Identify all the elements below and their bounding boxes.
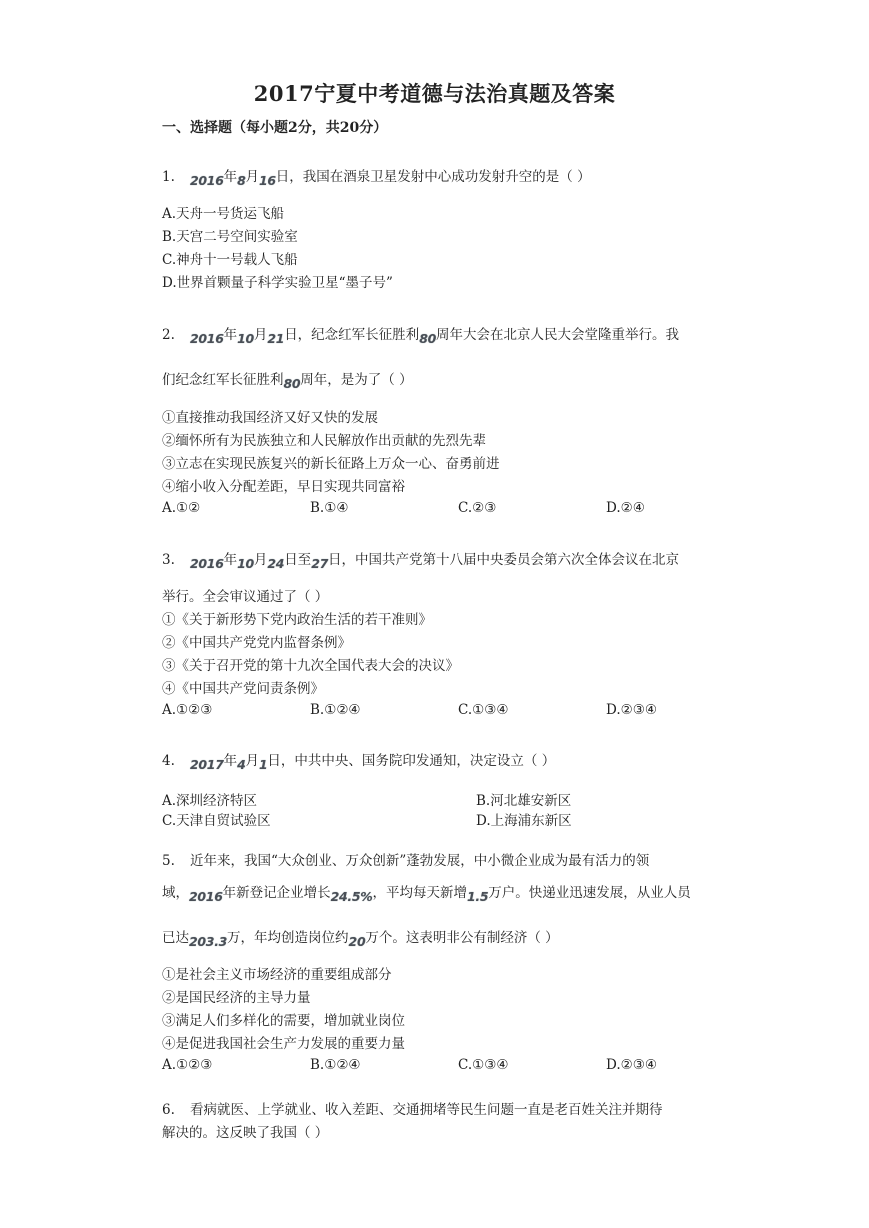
question-3-stem-line-1: 3. 2016年10月24日至27日，中国共产党第十八届中央委员会第六次全体会议在北京	[162, 552, 679, 571]
question-5-stem-line-3: 已达203.3万，年均创造岗位约20万个。这表明非公有制经济（ ）	[162, 930, 559, 949]
question-1-option-c: C.神舟十一号载人飞船	[162, 252, 298, 268]
question-5-stem-line-1: 5. 近年来，我国“大众创业、万众创新”蓬勃发展，中小微企业成为最有活力的领	[162, 853, 650, 869]
question-4-stem: 4. 2017年4月1日，中共中央、国务院印发通知，决定设立（ ）	[162, 753, 556, 772]
option-a: A.①②③	[162, 702, 213, 718]
question-5-item-2: ②是国民经济的主导力量	[162, 990, 311, 1006]
question-5-item-3: ③满足人们多样化的需要，增加就业岗位	[162, 1013, 405, 1029]
question-3-item-1: ①《关于新形势下党内政治生活的若干准则》	[162, 612, 432, 628]
question-1-option-b: B.天宫二号空间实验室	[162, 229, 298, 245]
option-b: B.①②④	[310, 702, 361, 718]
section-heading: 一、选择题（每小题2分，共20分）	[162, 120, 388, 136]
question-5-item-1: ①是社会主义市场经济的重要组成部分	[162, 967, 392, 983]
option-c: C.②③	[458, 500, 497, 516]
question-2-item-3: ③立志在实现民族复兴的新长征路上万众一心、奋勇前进	[162, 456, 500, 472]
option-a: A.①②③	[162, 1057, 213, 1073]
option-a: A.深圳经济特区	[162, 793, 258, 809]
option-c: C.①③④	[458, 702, 509, 718]
question-4-options-row-1	[162, 789, 790, 809]
question-2-item-1: ①直接推动我国经济又好又快的发展	[162, 410, 378, 426]
question-3-item-3: ③《关于召开党的第十九次全国代表大会的决议》	[162, 658, 459, 674]
question-4-options-row-2	[162, 809, 790, 829]
option-d: D.②④	[606, 500, 645, 516]
question-1-stem: 1. 2016年8月16日，我国在酒泉卫星发射中心成功发射升空的是（ ）	[162, 169, 591, 188]
question-2-item-2: ②缅怀所有为民族独立和人民解放作出贡献的先烈先辈	[162, 433, 486, 449]
question-3-stem-line-2: 举行。全会审议通过了（ ）	[162, 589, 329, 605]
option-d: D.②③④	[606, 702, 657, 718]
option-d: D.上海浦东新区	[476, 813, 572, 829]
option-c: C.天津自贸试验区	[162, 813, 271, 829]
question-2-stem-line-1: 2. 2016年10月21日，纪念红军长征胜利80周年大会在北京人民大会堂隆重举行。我	[162, 327, 679, 346]
option-d: D.②③④	[606, 1057, 657, 1073]
option-c: C.①③④	[458, 1057, 509, 1073]
question-1-option-d: D.世界首颗量子科学实验卫星“墨子号”	[162, 275, 393, 291]
option-a: A.①②	[162, 500, 201, 516]
question-6-stem-line-2: 解决的。这反映了我国（ ）	[162, 1125, 329, 1141]
question-5-stem-line-2: 域，2016年新登记企业增长24.5%，平均每天新增1.5万户。快递业迅速发展，从业人员	[162, 885, 691, 904]
question-5-item-4: ④是促进我国社会生产力发展的重要力量	[162, 1036, 405, 1052]
document-title: 2017宁夏中考道德与法治真题及答案	[253, 81, 616, 106]
question-2-stem-line-2: 们纪念红军长征胜利80周年，是为了（ ）	[162, 372, 413, 391]
question-2-item-4: ④缩小收入分配差距，早日实现共同富裕	[162, 479, 405, 495]
question-3-item-2: ②《中国共产党党内监督条例》	[162, 635, 351, 651]
question-2-options	[162, 500, 754, 516]
question-3-options	[162, 702, 754, 718]
question-1-option-a: A.天舟一号货运飞船	[162, 206, 285, 222]
option-b: B.①②④	[310, 1057, 361, 1073]
question-3-item-4: ④《中国共产党问责条例》	[162, 681, 324, 697]
option-b: B.河北雄安新区	[476, 793, 572, 809]
option-b: B.①④	[310, 500, 349, 516]
question-5-options	[162, 1057, 754, 1073]
question-6-stem-line-1: 6. 看病就医、上学就业、收入差距、交通拥堵等民生问题一直是老百姓关注并期待	[162, 1102, 663, 1118]
